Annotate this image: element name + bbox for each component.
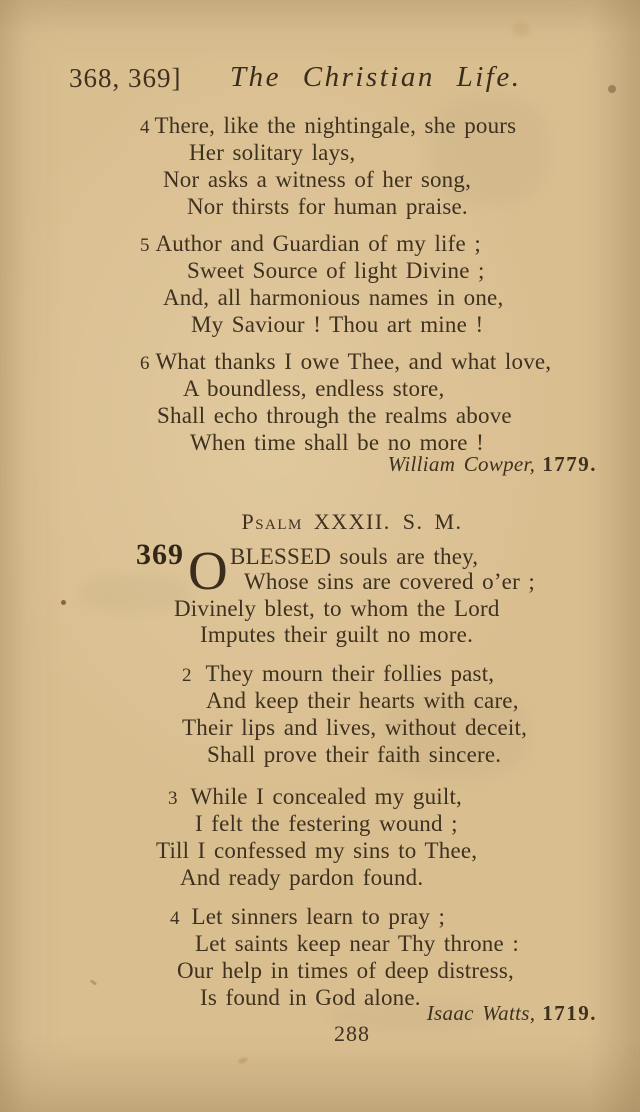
verse-number: 4 (140, 117, 150, 138)
verse-line: Her solitary lays, (189, 140, 356, 165)
verse-line (170, 903, 445, 933)
header-hymn-numbers: 368, 369] (69, 63, 182, 93)
verse-line: A boundless, endless store, (183, 376, 445, 401)
verse-line: BLESSED souls are they, (230, 544, 479, 569)
paper-stain (512, 22, 530, 36)
verse-number: 6 (140, 353, 150, 374)
verse-line: Sweet Source of light Divine ; (187, 258, 485, 283)
verse-line: Till I confessed my sins to Thee, (156, 838, 478, 863)
psalm-heading-psalm: Psalm XXXII. (241, 509, 391, 534)
psalm-heading-meter: S. M. (402, 509, 463, 534)
page-title: The Christian Life. (230, 61, 522, 93)
paper-speck (90, 979, 97, 985)
verse-line: And, all harmonious names in one, (163, 285, 504, 310)
verse-line: Our help in times of deep distress, (177, 958, 514, 983)
drop-cap-letter: O (188, 540, 228, 601)
verse-line: Their lips and lives, without deceit, (182, 715, 528, 740)
verse-line: And ready pardon found. (180, 865, 424, 890)
verse-line: Nor thirsts for human praise. (187, 194, 468, 219)
verse-line (140, 230, 481, 260)
paper-speck (61, 600, 66, 605)
psalm-heading (140, 509, 564, 535)
attribution-author: William Cowper, (387, 452, 536, 476)
verse-line: Whose sins are covered o’er ; (244, 569, 535, 594)
verse-line: Is found in God alone. (200, 985, 421, 1010)
verse-line: My Saviour ! Thou art mine ! (191, 312, 484, 337)
verse-line-text: Author and Guardian of my life ; (155, 231, 481, 256)
verse-line (182, 660, 494, 690)
paper-stain (237, 1056, 248, 1064)
verse-line-text: There, like the nightingale, she pours (154, 113, 517, 138)
verse-line: Nor asks a witness of her song, (163, 167, 472, 192)
verse-line (168, 783, 462, 813)
page-number: 288 (334, 1021, 370, 1046)
verse-line (140, 348, 551, 378)
verse-line (140, 112, 516, 142)
verse-line: Let saints keep near Thy throne : (195, 931, 519, 956)
verse-line: Divinely blest, to whom the Lord (174, 596, 500, 621)
verse-line-text: What thanks I owe Thee, and what love, (155, 349, 552, 374)
paper-speck (608, 85, 616, 93)
verse-line: And keep their hearts with care, (206, 688, 519, 713)
attribution-author: Isaac Watts, (426, 1001, 536, 1025)
attribution-year: 1779. (542, 452, 597, 476)
verse-number: 2 (182, 665, 192, 686)
verse-line: Shall echo through the realms above (157, 403, 512, 428)
verse-line-text: Let sinners learn to pray ; (191, 904, 446, 929)
verse-line-text: While I concealed my guilt, (190, 784, 462, 809)
verse-number: 5 (140, 235, 150, 256)
verse-line-text: They mourn their follies past, (205, 661, 495, 686)
verse-number: 3 (168, 788, 178, 809)
verse-line: Shall prove their faith sincere. (207, 742, 502, 767)
verse-line: Imputes their guilt no more. (200, 622, 474, 647)
attribution-year: 1719. (542, 1001, 597, 1025)
verse-line: I felt the festering wound ; (195, 811, 458, 836)
verse-number: 4 (170, 908, 180, 929)
attribution-hymn-368 (388, 451, 597, 477)
verse-line: When time shall be no more ! (190, 430, 484, 455)
hymn-number-369: 369 (136, 538, 184, 571)
